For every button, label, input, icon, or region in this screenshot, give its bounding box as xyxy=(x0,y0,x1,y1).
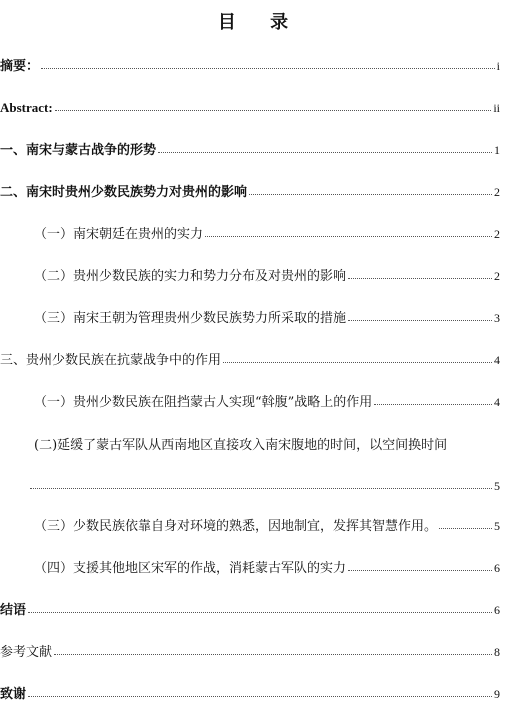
toc-entry-label: 摘要： xyxy=(0,59,40,74)
toc-leader-dots xyxy=(54,654,492,655)
toc-leader-dots xyxy=(249,194,492,195)
toc-entry-label: 二、南宋时贵州少数民族势力对贵州的影响 xyxy=(0,185,248,200)
toc-title: 目 录 xyxy=(217,12,303,33)
toc-entry-label: 三、贵州少数民族在抗蒙战争中的作用 xyxy=(0,353,222,368)
toc-leader-dots xyxy=(28,612,492,613)
toc-entry-acknowledgements[interactable] xyxy=(0,682,500,702)
toc-leader-dots xyxy=(348,570,492,571)
toc-page-number: 2 xyxy=(494,185,500,199)
toc-entry-abstract-en[interactable] xyxy=(0,96,500,116)
toc-page-number: 1 xyxy=(494,143,500,157)
toc-entry-label: Abstract: xyxy=(0,100,53,115)
toc-entry-section-3-2-line1[interactable]: (二)延缓了蒙古军队从西南地区直接攻入南宋腹地的时间，以空间换时间 xyxy=(34,438,448,453)
toc-entry-conclusion[interactable] xyxy=(0,598,500,618)
toc-entry-label: 结语 xyxy=(0,603,27,618)
toc-entry-label: （一）南宋朝廷在贵州的实力 xyxy=(34,227,204,242)
toc-entry-chapter-2[interactable] xyxy=(0,180,500,200)
toc-leader-dots xyxy=(348,320,492,321)
toc-entry-section-2-1[interactable] xyxy=(34,222,500,242)
toc-entry-chapter-3[interactable] xyxy=(0,348,500,368)
toc-leader-dots xyxy=(439,528,492,529)
toc-leader-dots xyxy=(55,110,492,111)
toc-entry-abstract-cn[interactable] xyxy=(0,54,500,74)
toc-page-number: 8 xyxy=(494,645,500,659)
toc-leader-dots xyxy=(30,488,492,489)
toc-leader-dots xyxy=(223,362,492,363)
toc-page-number: 2 xyxy=(494,227,500,241)
toc-leader-dots xyxy=(374,404,492,405)
toc-page-number: 6 xyxy=(494,603,500,617)
toc-page-number: 9 xyxy=(494,687,500,701)
toc-entry-section-2-3[interactable] xyxy=(34,306,500,326)
toc-entry-label: （一）贵州少数民族在阻挡蒙古人实现“斡腹”战略上的作用 xyxy=(34,395,373,410)
toc-entry-section-3-2-line2[interactable] xyxy=(28,474,500,494)
toc-entry-label: （三）少数民族依靠自身对环境的熟悉，因地制宜，发挥其智慧作用。 xyxy=(34,519,438,534)
toc-entry-references[interactable] xyxy=(0,640,500,660)
toc-entry-label: 参考文献 xyxy=(0,645,53,660)
toc-entry-label: 一、南宋与蒙古战争的形势 xyxy=(0,143,157,158)
toc-page-number: ii xyxy=(493,101,500,115)
toc-entry-section-3-1[interactable] xyxy=(34,390,500,410)
toc-page-number: 5 xyxy=(494,479,500,493)
toc-entry-label: （四）支援其他地区宋军的作战，消耗蒙古军队的实力 xyxy=(34,561,347,576)
toc-entry-label: （三）南宋王朝为管理贵州少数民族势力所采取的措施 xyxy=(34,311,347,326)
toc-page-number: 4 xyxy=(494,353,500,367)
toc-page-number: i xyxy=(496,59,500,73)
toc-leader-dots xyxy=(348,278,492,279)
toc-page-number: 2 xyxy=(494,269,500,283)
toc-entry-section-3-3[interactable] xyxy=(34,514,500,534)
toc-page-number: 4 xyxy=(494,395,500,409)
toc-leader-dots xyxy=(158,152,492,153)
toc-entry-chapter-1[interactable] xyxy=(0,138,500,158)
toc-page-number: 5 xyxy=(494,519,500,533)
toc-entry-section-2-2[interactable] xyxy=(34,264,500,284)
toc-entry-section-3-4[interactable] xyxy=(34,556,500,576)
toc-entry-label: （二）贵州少数民族的实力和势力分布及对贵州的影响 xyxy=(34,269,347,284)
toc-entry-label: 致谢 xyxy=(0,687,27,702)
toc-leader-dots xyxy=(28,696,492,697)
toc-page-number: 3 xyxy=(494,311,500,325)
toc-page-number: 6 xyxy=(494,561,500,575)
toc-leader-dots xyxy=(41,68,495,69)
toc-leader-dots xyxy=(205,236,492,237)
